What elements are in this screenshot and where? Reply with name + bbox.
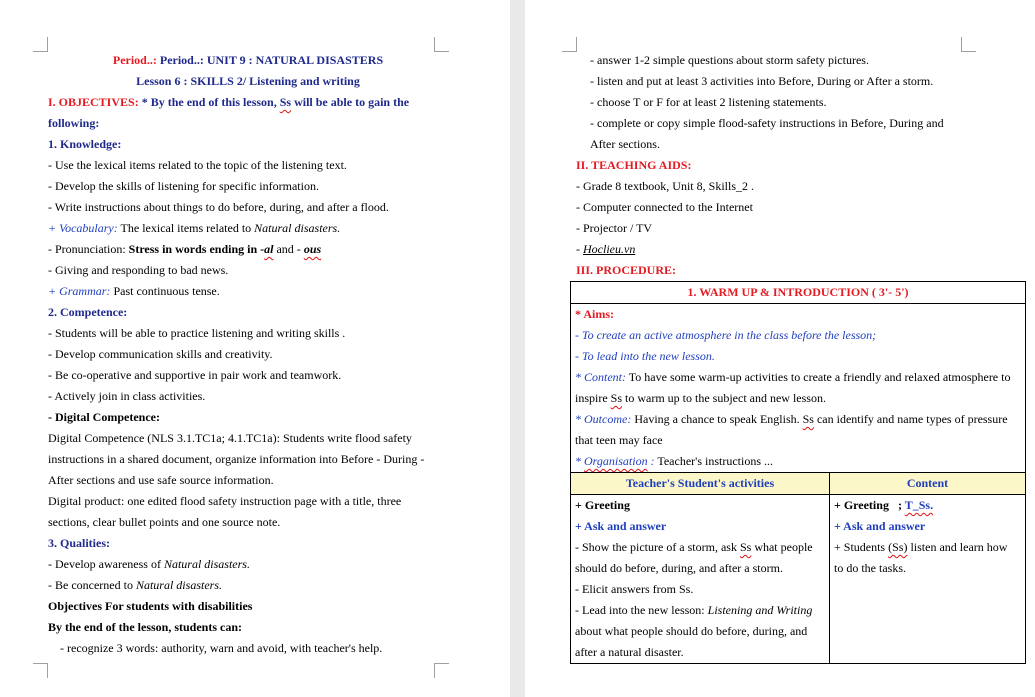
- activity-greeting: + Greeting: [575, 498, 630, 512]
- teaching-aid-item: - Hoclieu.vn: [576, 242, 636, 256]
- teacher-activities-cell: [571, 495, 830, 664]
- period-label: Period..:: [112, 53, 160, 67]
- teaching-aid-item: - Computer connected to the Internet: [576, 200, 753, 214]
- qualities-item: - Develop awareness of Natural disasters.: [48, 557, 250, 571]
- activity-ask: + Ask and answer: [575, 519, 667, 533]
- teaching-aid-item: - Projector / TV: [576, 221, 653, 235]
- competence-item: - Actively join in class activities.: [48, 389, 206, 403]
- outcome-line: that teen may face: [575, 433, 663, 447]
- left-column: [48, 50, 448, 659]
- objectives-continued: following:: [48, 116, 100, 130]
- crop-mark: [434, 663, 449, 678]
- disabilities-item: After sections.: [590, 137, 660, 151]
- digital-competence-text: Digital Competence (NLS 3.1.TC1a; 4.1.TC1a): Students write flood safety: [48, 431, 412, 445]
- crop-mark: [562, 37, 577, 52]
- knowledge-item: - Use the lexical items related to the topic of the listening text.: [48, 158, 347, 172]
- activity-line: should do before, during, and after a storm.: [575, 561, 783, 575]
- competence-item: - Develop communication skills and creativity.: [48, 347, 273, 361]
- competence-item: - Students will be able to practice listening and writing skills .: [48, 326, 346, 340]
- pronunciation-line: - Pronunciation: Stress in words ending in -al and - ous: [48, 242, 322, 256]
- crop-mark: [33, 37, 48, 52]
- aim-item: - To lead into the new lesson.: [575, 349, 715, 363]
- content-line: + Students (Ss) listen and learn how: [834, 540, 1008, 554]
- content-greeting: + Greeting ; T_Ss.: [834, 498, 934, 512]
- activity-line: - Show the picture of a storm, ask Ss what people: [575, 540, 813, 554]
- document-page-left: [0, 0, 510, 697]
- knowledge-item: - Write instructions about things to do before, during, and after a flood.: [48, 200, 389, 214]
- competence-heading: 2. Competence:: [48, 305, 128, 319]
- activity-line: - Elicit answers from Ss.: [575, 582, 694, 596]
- disabilities-heading: Objectives For students with disabilities: [48, 599, 253, 613]
- content-cell: [830, 495, 1026, 664]
- teaching-aid-item: - Grade 8 textbook, Unit 8, Skills_2 .: [576, 179, 754, 193]
- aim-item: - To create an active atmosphere in the class before the lesson;: [575, 328, 877, 342]
- organisation-line: * Organisation : Teacher's instructions ...: [575, 454, 773, 468]
- content-ask: + Ask and answer: [834, 519, 926, 533]
- aims-label: * Aims:: [575, 307, 614, 321]
- disabilities-item: - choose T or F for at least 2 listening statements.: [590, 95, 827, 109]
- aims-content-cell: [571, 304, 1026, 473]
- knowledge-heading: 1. Knowledge:: [48, 137, 122, 151]
- vocabulary-line: + Vocabulary: The lexical items related to Natural disasters.: [48, 221, 341, 235]
- right-column: [576, 50, 1031, 664]
- digital-competence-heading: - Digital Competence:: [48, 410, 160, 424]
- knowledge-item: - Develop the skills of listening for specific information.: [48, 179, 319, 193]
- qualities-heading: 3. Qualities:: [48, 536, 110, 550]
- disabilities-subheading: By the end of the lesson, students can:: [48, 620, 243, 634]
- qualities-item: - Be concerned to Natural disasters.: [48, 578, 222, 592]
- activity-line: about what people should do before, during, and: [575, 624, 808, 638]
- teaching-aids-heading: II. TEACHING AIDS:: [576, 158, 692, 172]
- disabilities-item: - answer 1-2 simple questions about storm safety pictures.: [590, 53, 869, 67]
- activity-line: - Lead into the new lesson: Listening and Writing: [575, 603, 813, 617]
- column-header-activities: Teacher's Student's activities: [571, 473, 830, 495]
- hoclieu-link[interactable]: Hoclieu.vn: [583, 242, 636, 256]
- document-page-right: [525, 0, 1035, 697]
- content-line: to do the tasks.: [834, 561, 906, 575]
- disabilities-item: - listen and put at least 3 activities into Before, During or After a storm.: [590, 74, 934, 88]
- digital-product-text: Digital product: one edited flood safety instruction page with a title, three: [48, 494, 402, 508]
- unit-title: Period..: UNIT 9 : NATURAL DISASTERS: [159, 53, 384, 67]
- procedure-heading: III. PROCEDURE:: [576, 263, 677, 277]
- procedure-table: [570, 281, 1026, 664]
- outcome-line: * Outcome: Having a chance to speak English. Ss can identify and name types of pressure: [575, 412, 1008, 426]
- lesson-title: [48, 50, 448, 71]
- column-header-content: Content: [830, 473, 1026, 495]
- activity-line: after a natural disaster.: [575, 645, 684, 659]
- digital-product-text: sections, clear bullet points and one source note.: [48, 515, 281, 529]
- disabilities-item: - complete or copy simple flood-safety instructions in Before, During and: [590, 116, 944, 130]
- lesson-subtitle: Lesson 6 : SKILLS 2/ Listening and writing: [136, 74, 360, 88]
- knowledge-item: - Giving and responding to bad news.: [48, 263, 229, 277]
- crop-mark: [33, 663, 48, 678]
- digital-competence-text: After sections and use safe source information.: [48, 473, 274, 487]
- content-line: inspire Ss to warm up to the subject and new lesson.: [575, 391, 826, 405]
- section-title: 1. WARM UP & INTRODUCTION ( 3'- 5'): [571, 282, 1026, 304]
- objectives-heading: I. OBJECTIVES: * By the end of this lesson, Ss will be able to gain the: [48, 95, 410, 109]
- content-line: * Content: To have some warm-up activities to create a friendly and relaxed atmosphere to: [575, 370, 1011, 384]
- disabilities-item: - recognize 3 words: authority, warn and avoid, with teacher's help.: [60, 641, 383, 655]
- digital-competence-text: instructions in a shared document, organize information into Before - During -: [48, 452, 425, 466]
- competence-item: - Be co-operative and supportive in pair work and teamwork.: [48, 368, 342, 382]
- grammar-line: + Grammar: Past continuous tense.: [48, 284, 220, 298]
